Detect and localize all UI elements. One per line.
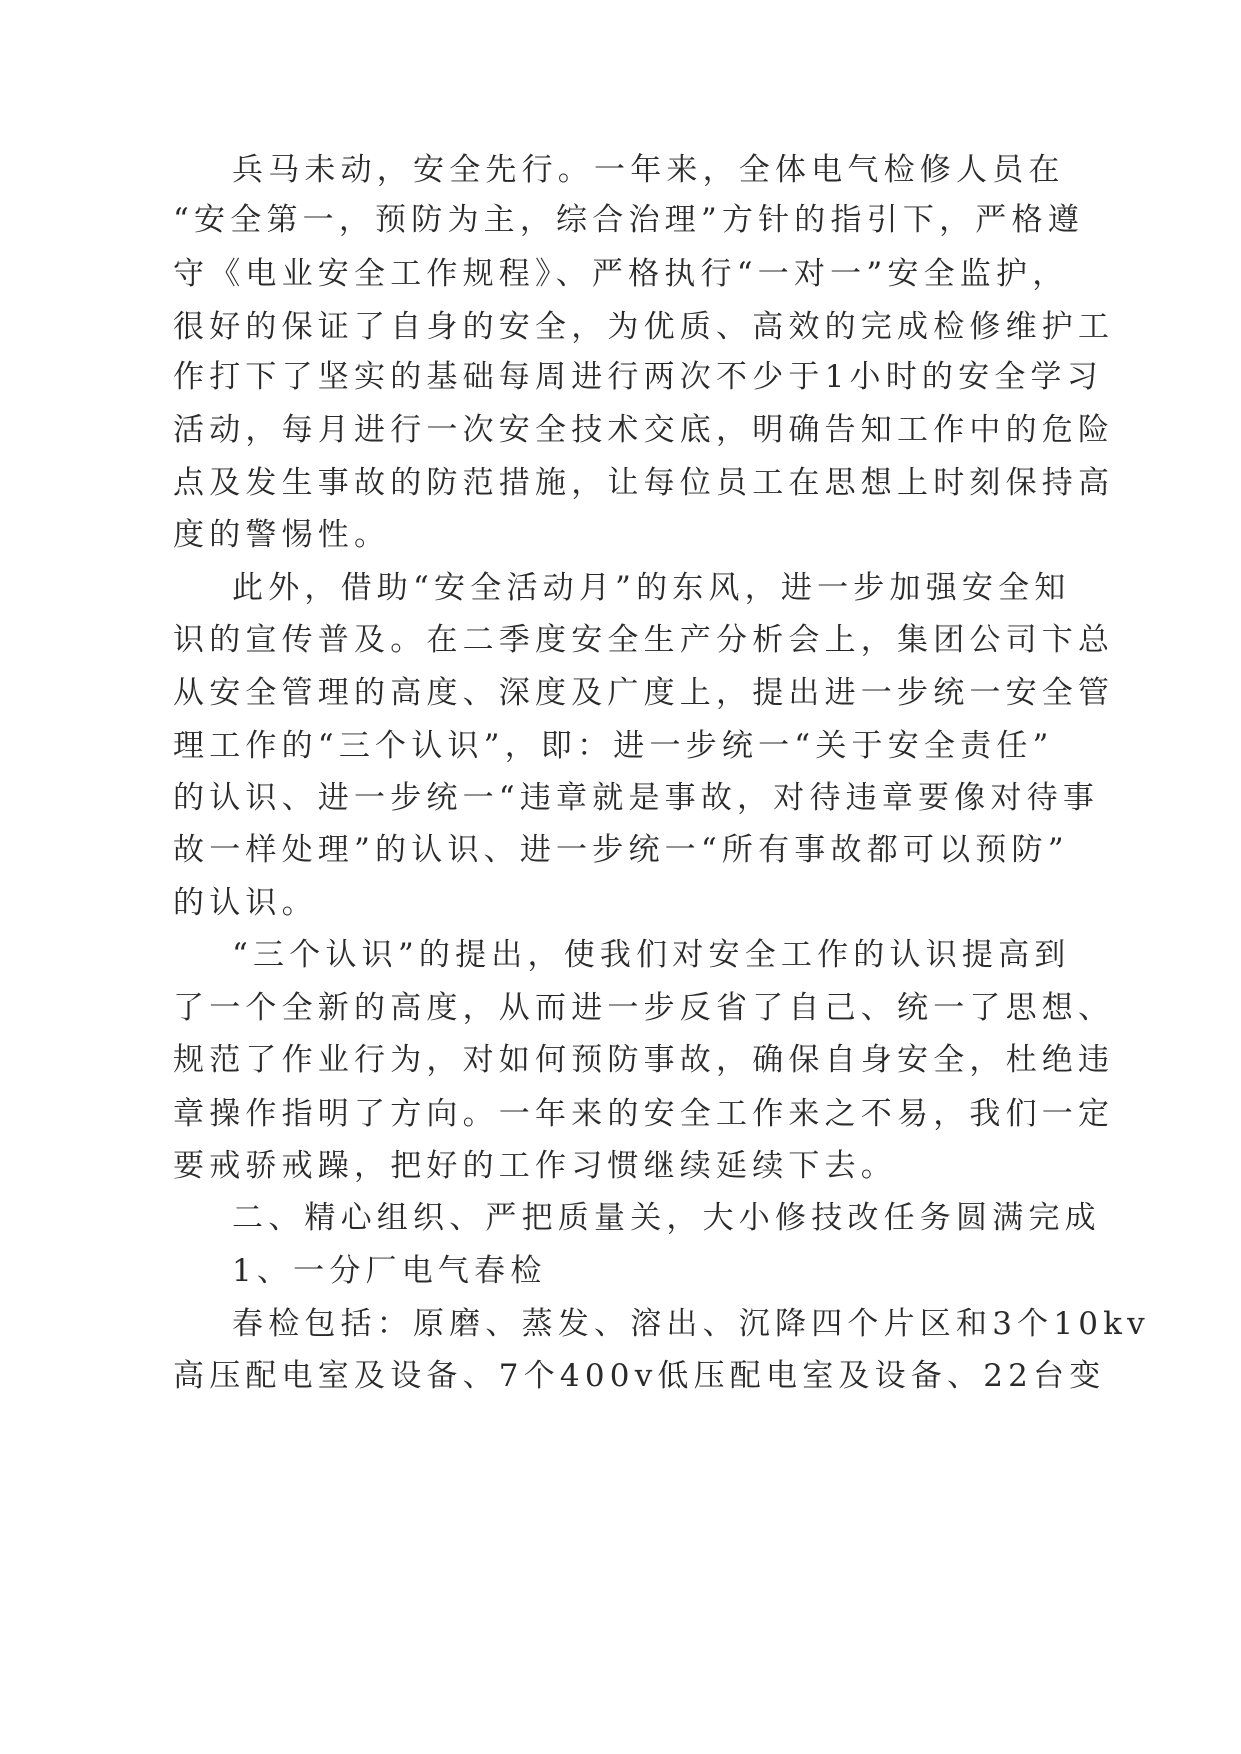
- paragraph-3-line-4: 章操作指明了方向。一年来的安全工作来之不易，我们一定: [173, 1096, 1115, 1132]
- paragraph-3-line-5: 要戒骄戒躁，把好的工作习惯继续延续下去。: [173, 1148, 897, 1184]
- paragraph-2-line-5: 的认识、进一步统一“违章就是事故，对待违章要像对待事: [173, 780, 1100, 816]
- paragraph-1-line-3: 守《电业安全工作规程》、严格执行“一对一”安全监护，: [173, 256, 1069, 292]
- paragraph-2-line-4: 理工作的“三个认识”，即：进一步统一“关于安全责任”: [173, 728, 1054, 764]
- paragraph-1-line-2: “安全第一，预防为主，综合治理”方针的指引下，严格遵: [173, 202, 1084, 238]
- paragraph-1-line-1: 兵马未动，安全先行。一年来，全体电气检修人员在: [232, 152, 1065, 188]
- paragraph-1-line-5: 作打下了坚实的基础每周进行两次不少于1小时的安全学习: [173, 359, 1103, 395]
- paragraph-1-line-6: 活动，每月进行一次安全技术交底，明确告知工作中的危险: [173, 412, 1115, 448]
- paragraph-2-line-6: 故一样处理”的认识、进一步统一“所有事故都可以预防”: [173, 832, 1069, 868]
- subsection-heading: 1、一分厂电气春检: [232, 1253, 547, 1289]
- section-heading: 二、精心组织、严把质量关，大小修技改任务圆满完成: [232, 1200, 1101, 1236]
- paragraph-1-line-4: 很好的保证了自身的安全，为优质、高效的完成检修维护工: [173, 309, 1115, 345]
- paragraph-2-line-1: 此外，借助“安全活动月”的东风，进一步加强安全知: [232, 570, 1071, 606]
- paragraph-4-line-1: 春检包括：原磨、蒸发、溶出、沉降四个片区和3个10kv: [232, 1306, 1150, 1342]
- paragraph-3-line-3: 规范了作业行为，对如何预防事故，确保自身安全，杜绝违: [173, 1042, 1115, 1078]
- paragraph-3-line-1: “三个认识”的提出，使我们对安全工作的认识提高到: [232, 937, 1071, 973]
- paragraph-4-line-2: 高压配电室及设备、7个400v低压配电室及设备、22台变: [173, 1358, 1106, 1394]
- paragraph-2-line-7: 的认识。: [173, 885, 318, 921]
- paragraph-1-line-8: 度的警惕性。: [173, 517, 391, 553]
- paragraph-2-line-3: 从安全管理的高度、深度及广度上，提出进一步统一安全管: [173, 675, 1115, 711]
- paragraph-3-line-2: 了一个全新的高度，从而进一步反省了自己、统一了思想、: [173, 990, 1115, 1026]
- paragraph-1-line-7: 点及发生事故的防范措施，让每位员工在思想上时刻保持高: [173, 465, 1115, 501]
- paragraph-2-line-2: 识的宣传普及。在二季度安全生产分析会上，集团公司卞总: [173, 622, 1115, 658]
